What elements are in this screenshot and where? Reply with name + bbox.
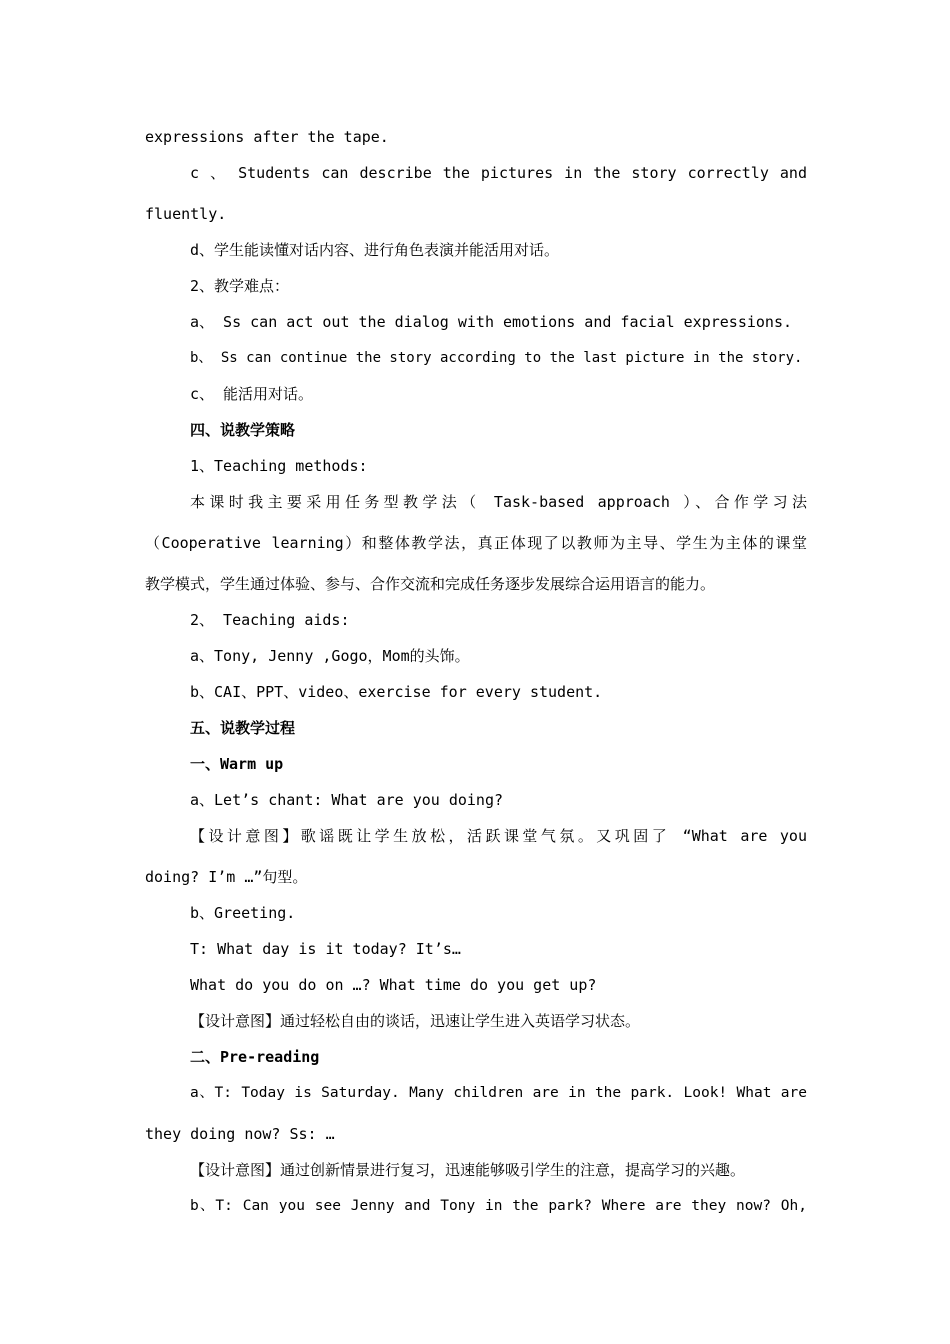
section-heading: 一、Warm up <box>190 755 284 773</box>
paragraph-line: a、T: Today is Saturday. Many children are in the park. Look! What are <box>190 1085 807 1101</box>
paragraph-line: （Cooperative learning）和整体教学法，真正体现了以教师为主导、学生为主体的课堂 <box>145 534 807 552</box>
design-intent-line: 【设计意图】通过创新情景进行复习，迅速能够吸引学生的注意，提高学习的兴趣。 <box>190 1161 746 1179</box>
section-heading: 五、说教学过程 <box>190 719 296 737</box>
paragraph-line: What do you do on …? What time do you get up? <box>190 976 597 994</box>
paragraph-line: expressions after the tape. <box>145 128 389 146</box>
paragraph-line: b、CAI、PPT、video、exercise for every student. <box>190 683 603 701</box>
section-subheading: 2、 Teaching aids: <box>190 611 350 629</box>
paragraph-line: 本课时我主要采用任务型教学法（ Task-based approach ）、合作学习法 <box>190 493 807 511</box>
paragraph-line: doing? I’m …”句型。 <box>145 868 308 886</box>
design-intent-line: 【设计意图】歌谣既让学生放松，活跃课堂气氛。又巩固了 “What are you <box>190 827 807 845</box>
paragraph-line: d、学生能读懂对话内容、进行角色表演并能活用对话。 <box>190 241 560 259</box>
paragraph-line: they doing now? Ss: … <box>145 1125 335 1143</box>
paragraph-line: 教学模式，学生通过体验、参与、合作交流和完成任务逐步发展综合运用语言的能力。 <box>145 575 716 593</box>
paragraph-line: b、T: Can you see Jenny and Tony in the park? Where are they now? Oh, <box>190 1198 807 1214</box>
section-subheading: 1、Teaching methods: <box>190 457 368 475</box>
paragraph-line: a、 Ss can act out the dialog with emotions and facial expressions. <box>190 313 792 331</box>
paragraph-line: b、Greeting. <box>190 904 296 922</box>
paragraph-line: T: What day is it today? It’s… <box>190 940 461 958</box>
section-heading: 二、Pre-reading <box>190 1048 320 1066</box>
paragraph-line: c 、 Students can describe the pictures in the story correctly and <box>190 164 807 182</box>
paragraph-line: a、Let’s chant: What are you doing? <box>190 791 504 809</box>
paragraph-line: c、 能活用对话。 <box>190 385 314 403</box>
paragraph-line: fluently. <box>145 205 227 223</box>
paragraph-line: b、 Ss can continue the story according to the last picture in the story. <box>190 350 803 366</box>
design-intent-line: 【设计意图】通过轻松自由的谈话，迅速让学生进入英语学习状态。 <box>190 1012 641 1030</box>
paragraph-line: a、Tony, Jenny ,Gogo，Mom的头饰。 <box>190 647 470 665</box>
section-heading: 四、说教学策略 <box>190 421 296 439</box>
section-subheading: 2、教学难点： <box>190 277 290 295</box>
